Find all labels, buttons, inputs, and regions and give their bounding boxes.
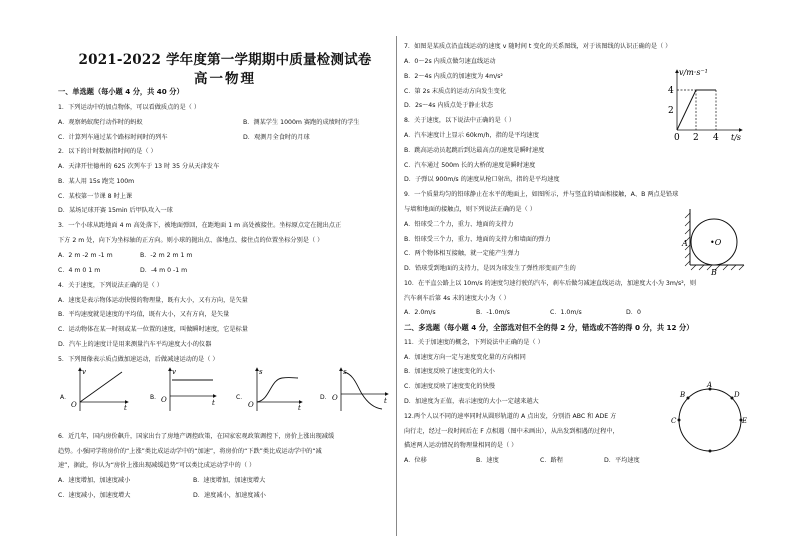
q7-x2: 2 xyxy=(693,133,699,143)
q6-option-a: A．速度增加，加速度减小 xyxy=(58,477,131,484)
graph-d xyxy=(320,368,388,411)
svg-text:v: v xyxy=(82,368,86,376)
question-5: 5．下列图像表示质点做加速运动，后做减速运动的是（ ） xyxy=(58,356,219,363)
question-12-line2: 向行走，经过一段时间后在 F 点相遇（图中未画出），从出发到相遇的过程中， xyxy=(404,428,619,435)
q3-option-a: A．2 m -2 m -1 m xyxy=(58,252,113,259)
svg-text:t: t xyxy=(298,404,301,412)
q7-x4: 4 xyxy=(713,133,719,143)
q8-option-b: B．跳高运动员起跳后到达最高点的速度是瞬时速度 xyxy=(404,147,545,154)
svg-text:O: O xyxy=(71,401,77,409)
graph-a xyxy=(60,368,128,412)
q12-option-d: D．平均速度 xyxy=(604,457,640,464)
graph-c xyxy=(236,368,302,412)
q9-label-o: •O xyxy=(710,238,722,247)
q7-option-a: A．0～2s 内质点做匀速直线运动 xyxy=(404,58,496,65)
q10-option-d: D．0 xyxy=(626,309,641,316)
question-7: 7．如图是某质点沿直线运动的速度 v 随时间 t 变化的关系图线，对于该图线的认识正确的是（ ） xyxy=(404,43,672,50)
q2-option-d: D．某场足球开赛 15min 后甲队攻入一球 xyxy=(58,207,173,214)
question-10-line2: 汽车刹车后第 4s 末的速度大小为（ ） xyxy=(404,295,510,302)
graph-a-label: A． xyxy=(60,394,71,401)
q4-option-a: A．速度是表示物体运动快慢的物理量，既有大小，又有方向，是矢量 xyxy=(58,297,248,304)
question-3-line2: 下方 2 m 处，向下为坐标轴的正方向。则小球的抛出点、落地点、接住点的位置坐标分别是（ ） xyxy=(58,237,324,244)
q12-label-a: A xyxy=(707,381,713,389)
column-divider xyxy=(396,36,397,536)
exam-title: 2021-2022 学年度第一学期期中质量检测试卷 xyxy=(78,52,372,68)
q2-option-a: A．天津开往德州的 625 次列车于 13 时 35 分从天津发车 xyxy=(58,163,220,170)
q9-ball-figure xyxy=(676,205,748,277)
question-2: 2．以下的计时数据指时间的是（ ） xyxy=(58,148,157,155)
svg-text:O: O xyxy=(248,401,254,409)
q10-option-c: C．1.0m/s xyxy=(550,309,582,316)
question-10-line1: 10．在平直公路上以 10m/s 的速度匀速行驶的汽车，刹车后做匀减速直线运动，加速度大小为 3m/s²，则 xyxy=(404,280,697,287)
question-8: 8．关于速度，以下说法中正确的是（ ） xyxy=(404,117,516,124)
q7-option-b: B．2～4s 内质点的加速度为 4m/s² xyxy=(404,73,503,80)
question-6-line1: 6．近几年，国内房价飙升，国家出台了房地产调控政策，在国家宏观政策调控下，房价上涨出现减缓 xyxy=(58,433,335,440)
svg-text:t: t xyxy=(212,399,215,407)
question-1: 1．下列运动中的加点物体，可以看做质点的是（ ） xyxy=(58,104,201,111)
q10-option-b: B．-1.0m/s xyxy=(476,309,510,316)
q1-option-b: B．测某学生 1000m 赛跑的成绩时的学生 xyxy=(243,119,360,126)
q4-option-c: C．运动物体在某一时刻或某一位置的速度，叫做瞬时速度，它是标量 xyxy=(58,326,248,333)
q9-option-b: B．铅球受三个力，重力、地面的支持力和墙面的弹力 xyxy=(404,236,551,243)
q8-option-a: A．汽车速度计上显示 60km/h，指的是平均速度 xyxy=(404,132,539,139)
svg-text:O: O xyxy=(161,396,167,404)
q1-option-c: C．计算列车通过某个路标时间时的列车 xyxy=(58,134,168,141)
exam-subject: 高一物理 xyxy=(194,71,256,87)
q5-graphs xyxy=(58,366,393,416)
svg-text:s: s xyxy=(343,368,347,376)
question-6-line2: 趋势。小强同学将房价的“上涨”类比成运动学中的“加速”，将房价的“下跌”类比成运动学中的“减 xyxy=(58,448,322,455)
graph-d-label: D． xyxy=(320,394,331,401)
question-4: 4．关于速度，下列说法正确的是（ ） xyxy=(58,282,163,289)
q12-label-d: D xyxy=(734,391,740,399)
q7-x0: 0 xyxy=(674,133,680,143)
question-3-line1: 3．一个小球从距地面 4 m 高处落下，被地面弹回，在距地面 1 m 高处被接住。坐标原点定在抛出点正 xyxy=(58,222,342,229)
q11-option-c: C．加速度反映了速度变化的快慢 xyxy=(404,383,495,390)
q8-option-d: D．子弹以 900m/s 的速度从枪口射出，指的是平均速度 xyxy=(404,176,560,183)
q3-option-b: B．-2 m 2 m 1 m xyxy=(140,252,193,259)
q9-option-c: C．两个物体相互接触，就一定能产生弹力 xyxy=(404,250,520,257)
question-12-line3: 描述两人运动情况的物理量相同的是（ ） xyxy=(404,442,518,449)
q9-label-a: A xyxy=(682,239,688,248)
q12-option-a: A．位移 xyxy=(404,457,427,464)
q6-option-d: D．速度减小，加速度减小 xyxy=(193,492,266,499)
q11-option-d: D．加速度为正值，表示速度的大小一定越来越大 xyxy=(404,398,539,405)
q6-option-c: C．速度减小，加速度增大 xyxy=(58,492,131,499)
q3-option-d: D．-4 m 0 -1 m xyxy=(140,267,188,274)
q12-label-b: B xyxy=(680,391,686,399)
q5-graph-set xyxy=(58,366,393,416)
q10-option-a: A．2.0m/s xyxy=(404,309,436,316)
question-6-line3: 速”，据此，你认为“房价上涨出现减缓趋势”可以类比成运动学中的（ ） xyxy=(58,462,256,469)
q3-option-c: C．4 m 0 1 m xyxy=(58,267,101,274)
svg-text:t: t xyxy=(384,397,387,405)
graph-c-label: C． xyxy=(236,394,247,401)
q1-option-d: D．观测月全食时的月球 xyxy=(243,134,310,141)
q7-xlabel: t/s xyxy=(731,133,742,142)
q9-option-a: A．铅球受二个力，重力、地面的支持力 xyxy=(404,221,514,228)
svg-text:v: v xyxy=(172,368,176,376)
graph-b-label: B． xyxy=(150,394,161,401)
question-9-line1: 9．一个质量均匀的铅球静止在水平的地面上，如图所示，并与竖直的墙面相接触，A、B 两点是铅球 xyxy=(404,191,679,198)
question-11: 11．关于加速度的概念，下列说法中正确的是（ ） xyxy=(404,339,544,346)
question-12-line1: 12.两个人以不同的速率同时从圆形轨道的 A 点出发，分别沿 ABC 和 ADE 方 xyxy=(404,413,617,420)
q7-vt-graph xyxy=(660,66,750,146)
svg-text:s: s xyxy=(259,368,263,376)
svg-text:O: O xyxy=(332,394,338,402)
q7-ylabel: v/m·s⁻¹ xyxy=(679,68,708,77)
q7-y4: 4 xyxy=(668,86,674,96)
svg-text:t: t xyxy=(124,404,127,412)
q7-y2: 2 xyxy=(668,106,674,116)
q11-option-b: B．加速度反映了速度变化的大小 xyxy=(404,368,495,375)
q6-option-b: B．速度增加，加速度增大 xyxy=(193,477,266,484)
q7-option-c: C．第 2s 末质点的运动方向发生变化 xyxy=(404,88,507,95)
q7-option-d: D．2s～4s 内质点处于静止状态 xyxy=(404,102,494,109)
q12-label-e: E xyxy=(742,417,748,425)
q12-label-c: C xyxy=(671,417,677,425)
q4-option-b: B．平均速度就是速度的平均值，既有大小，又有方向，是矢量 xyxy=(58,311,230,318)
section-single-choice: 一、单选题（每小题 4 分，共 40 分） xyxy=(58,87,184,96)
question-9-line2: 与墙和地面的接触点，则下列说法正确的是（ ） xyxy=(404,206,536,213)
q4-option-d: D．汽车上的速度计是用来测量汽车平均速度大小的仪器 xyxy=(58,341,212,348)
q1-option-a: A．观察蚂蚁爬行动作时的蚂蚁 xyxy=(58,119,143,126)
section-multi-choice: 二、多选题（每小题 4 分，全部选对但不全的得 2 分，错选或不答的得 0 分，共 12 分） xyxy=(404,323,694,332)
q11-option-a: A．加速度方向一定与速度变化量的方向相同 xyxy=(404,354,526,361)
q9-option-d: D．铅球受到地面的支持力，是因为球发生了弹性形变而产生的 xyxy=(404,265,576,272)
graph-b xyxy=(150,368,216,411)
q12-option-c: C．路程 xyxy=(540,457,563,464)
q9-label-b: B xyxy=(711,268,717,277)
q2-option-b: B．某人用 15s 跑完 100m xyxy=(58,178,135,185)
q12-circle-figure xyxy=(670,380,748,460)
q2-option-c: C．某校第一节课 8 时上课 xyxy=(58,193,133,200)
q12-option-b: B．速度 xyxy=(476,457,499,464)
q8-option-c: C．汽车通过 500m 长的大桥的速度是瞬时速度 xyxy=(404,162,536,169)
